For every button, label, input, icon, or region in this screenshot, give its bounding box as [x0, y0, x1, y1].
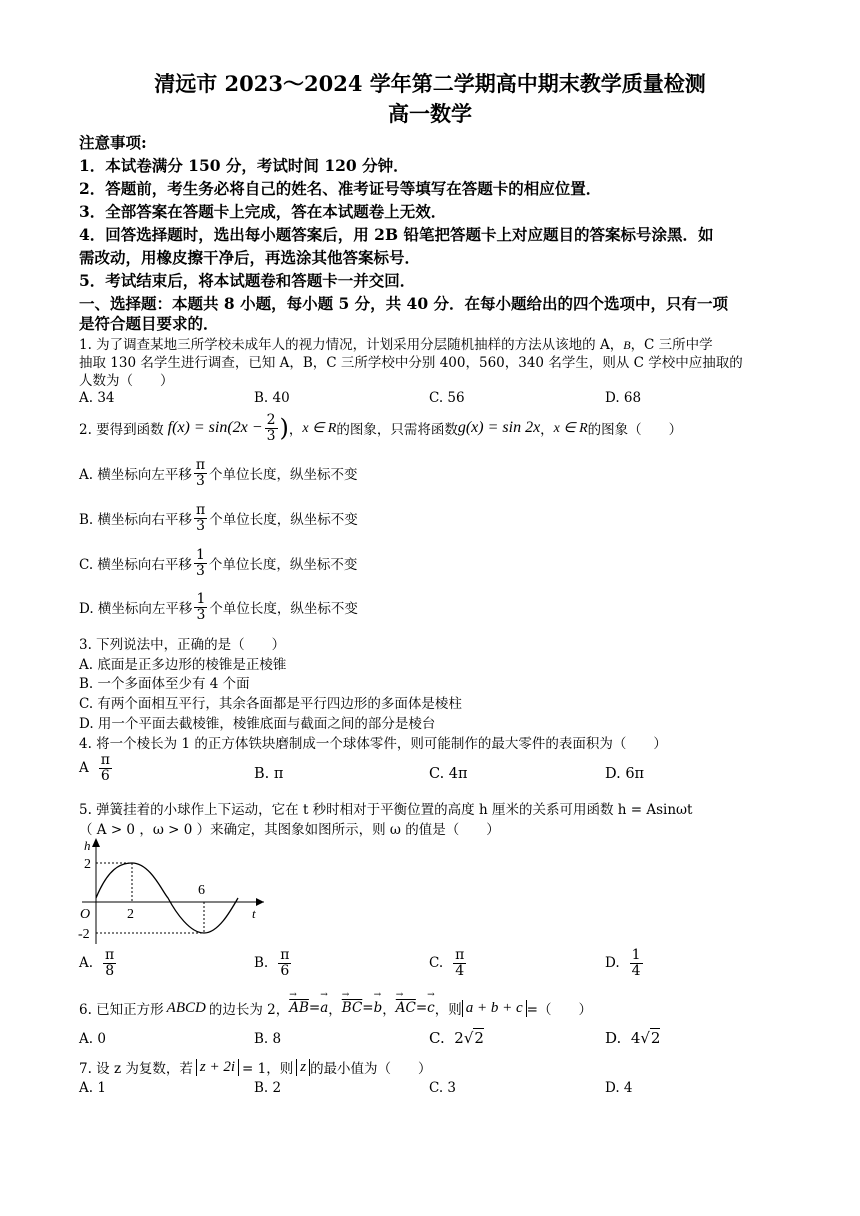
q6-text: 的边长为 2，	[208, 1002, 290, 1018]
option-label: B. 横坐标向右平移	[79, 512, 193, 529]
q2-option-d	[79, 592, 358, 622]
q3-stem: 3. 下列说法中，正确的是（ ）	[79, 637, 286, 653]
vector-ac: → $\overline{AC}$	[396, 1000, 416, 1016]
vector-a: → a	[320, 1000, 328, 1016]
notice-item: 2．答题前，考生务必将自己的姓名、准考证号等填写在答题卡的相应位置．	[79, 179, 602, 198]
vector-ab: → $\overline{AB}$	[289, 1000, 309, 1016]
q6-option-d: D. 4√2	[605, 1029, 661, 1047]
vector-bc: → $\overline{BC}$	[342, 1000, 363, 1016]
section-heading-cont: 是符合题目要求的．	[79, 314, 219, 333]
option-label: B.	[254, 955, 269, 972]
q4-stem: 4. 将一个棱长为 1 的正方体铁块磨制成一个球体零件，则可能制作的最大零件的表面积为（ ）	[79, 736, 667, 752]
q7-abs-cond: z + 2i	[196, 1059, 239, 1076]
q2-g: g(x) = sin 2x	[457, 419, 541, 436]
option-fraction	[103, 948, 116, 978]
exam-title: 清远市 2023～2024 学年第二学期高中期末教学质量检测	[154, 71, 706, 96]
notice-item: 4．回答选择题时，选出每小题答案后，用 2B 铅笔把答题卡上对应题目的答案标号涂黑．如	[79, 225, 714, 244]
option-tail: 个单位长度，纵坐标不变	[209, 601, 358, 618]
notice-heading: 注意事项:	[79, 133, 147, 152]
notice-item: 1．本试卷满分 150 分，考试时间 120 分钟．	[79, 156, 409, 175]
frac-den: 3	[196, 606, 206, 623]
q1-line: 抽取 130 名学生进行调查，已知 A，B，C 三所学校中分别 400，560，340 名学生，则从 C 学校中应抽取的	[79, 355, 743, 371]
option-tail: 个单位长度，纵坐标不变	[209, 467, 358, 484]
q1-text: ，C 三所中学	[630, 337, 713, 353]
option-tail: 个单位长度，纵坐标不变	[208, 557, 358, 574]
option-fraction	[278, 948, 291, 978]
frac-den: 4	[455, 962, 465, 979]
h-label: h	[84, 838, 91, 853]
q2-domain: x ∈ R	[302, 420, 337, 436]
x-6-label: 6	[198, 883, 205, 898]
t-axis-arrow	[256, 898, 264, 906]
option-label: C. 横坐标向右平移	[79, 557, 192, 574]
section-heading: 一、选择题：本题共 8 小题，每小题 5 分，共 40 分．在每小题给出的四个选项中，只有一项	[79, 294, 729, 313]
q1-b: B	[623, 338, 631, 352]
q1-line: 人数为（ ）	[79, 373, 174, 389]
q3-option-b: B. 一个多面体至少有 4 个面	[79, 676, 250, 692]
q2-text: 的图象（ ）	[587, 422, 683, 438]
option-label: D.	[605, 1029, 622, 1047]
q4-option-a	[79, 753, 114, 783]
option-root: 2	[474, 1029, 484, 1047]
q6-text: 6. 已知正方形	[79, 1002, 164, 1018]
frac-num: 1	[196, 591, 206, 607]
q5-option-a	[79, 948, 118, 978]
q4-option-b: B. π	[254, 766, 284, 782]
option-fraction	[194, 458, 207, 488]
q1-line	[79, 333, 713, 353]
q2-option-c	[79, 548, 357, 578]
q5-option-d	[605, 948, 645, 978]
q6-abcd: ABCD	[166, 999, 206, 1016]
option-label: A	[79, 760, 89, 777]
option-label: A. 横坐标向左平移	[79, 467, 192, 484]
q3-option-c: C. 有两个面相互平行，其余各面都是平行四边形的多面体是棱柱	[79, 696, 462, 712]
q6-text: =（ ）	[526, 1002, 592, 1018]
q7-option-a: A. 1	[79, 1080, 106, 1096]
frac-den: 6	[280, 962, 290, 979]
q3-option-d: D. 用一个平面去截棱锥，棱锥底面与截面之间的部分是棱台	[79, 716, 436, 732]
sine-curve	[96, 863, 238, 933]
q7-option-c: C. 3	[429, 1080, 457, 1096]
frac-den: 3	[196, 517, 206, 534]
option-label: C.	[429, 1029, 445, 1047]
notice-item: 5．考试结束后，将本试题卷和答题卡一并交回．	[79, 271, 416, 290]
option-label: A.	[79, 955, 94, 972]
frac-den: 8	[105, 962, 115, 979]
q6-text: ，则	[434, 1002, 462, 1018]
q2-stem: 2. 要得到函数 f(x) = sin(2x − $\frac{2}{3}$ ) ， x ∈ R 的图象，只需将函数 g(x) = sin 2x ， x ∈ R 的图象（ ）	[79, 411, 683, 444]
frac-den: 3	[195, 472, 205, 489]
frac-num: π	[280, 947, 290, 963]
q7-text: 7. 设 z 为复数，若	[79, 1061, 193, 1077]
option-coef: 4	[630, 1029, 641, 1047]
q1-option-b: B. 40	[254, 390, 290, 406]
q2-text: 的图象，只需将函数	[336, 422, 458, 438]
frac-num: π	[455, 947, 465, 963]
option-fraction	[194, 592, 207, 622]
origin-label: O	[80, 907, 91, 922]
option-label: D. 横坐标向左平移	[79, 601, 193, 618]
q5-option-c	[429, 948, 468, 978]
q7-abs-z: z	[296, 1059, 310, 1076]
q1-option-d: D. 68	[605, 390, 642, 406]
frac-num: π	[195, 457, 206, 473]
q7-stem	[79, 1057, 432, 1077]
q5-line: 5. 弹簧挂着的小球作上下运动，它在 t 秒时相对于平衡位置的高度 h 厘米的关系可用函数 h = Asinωt	[79, 802, 693, 818]
y-bottom-label: -2	[78, 927, 90, 942]
option-root: 2	[650, 1029, 661, 1047]
q2-f: f(x) = sin(2x −	[167, 419, 263, 436]
q6-abs-expr: a + b + c	[462, 1000, 527, 1017]
option-label: C.	[429, 955, 444, 972]
q2-fraction	[265, 413, 278, 443]
q4-option-d: D. 6π	[605, 766, 645, 782]
q5-option-b	[254, 948, 293, 978]
q6-option-b: B. 8	[254, 1031, 282, 1047]
q2-frac-num: 2	[266, 411, 276, 428]
option-fraction	[194, 548, 207, 578]
frac-num: π	[105, 947, 115, 963]
q2-text: 2. 要得到函数	[79, 422, 164, 438]
frac-num: π	[196, 502, 206, 518]
q1-option-a: A. 34	[79, 390, 115, 406]
notice-item: 需改动，用橡皮擦干净后，再选涂其他答案标号．	[79, 248, 421, 267]
q7-text: 的最小值为（ ）	[310, 1061, 432, 1077]
option-coef: 2	[454, 1029, 464, 1047]
frac-den: 4	[631, 962, 641, 979]
q3-option-a: A. 底面是正多边形的棱锥是正棱锥	[79, 657, 287, 673]
y-top-label: 2	[84, 857, 91, 872]
frac-den: 6	[100, 767, 110, 784]
exam-subject: 高一数学	[388, 101, 472, 126]
q2-option-b	[79, 503, 358, 533]
q7-option-d: D. 4	[605, 1080, 633, 1096]
frac-den: 3	[195, 562, 205, 579]
vector-b: → b	[374, 1000, 383, 1016]
q2-frac-den: 3	[266, 427, 276, 444]
q1-option-c: C. 56	[429, 390, 465, 406]
x-2-label: 2	[127, 907, 134, 922]
vector-c: → c	[427, 1000, 435, 1016]
q2-paren: )	[279, 414, 289, 442]
q2-option-a	[79, 458, 358, 488]
frac-num: 1	[631, 947, 641, 963]
q7-option-b: B. 2	[254, 1080, 282, 1096]
q6-option-c: C. 2√2	[429, 1029, 484, 1047]
q2-domain: x ∈ R	[553, 420, 588, 436]
h-axis-arrow	[92, 838, 100, 847]
q5-line: （ A > 0 ，ω > 0 ）来确定，其图象如图所示，则 ω 的值是（ ）	[79, 822, 500, 838]
option-fraction	[630, 948, 643, 978]
frac-num: 1	[195, 547, 205, 563]
option-fraction	[99, 753, 112, 783]
option-fraction	[453, 948, 466, 978]
q4-option-c: C. 4π	[429, 766, 468, 782]
q6-stem: 6. 已知正方形 ABCD 的边长为 2， → $\overline{AB}$ = → a ， → $\overline{BC}$ = → b ， → $\overline{AC}$ = → c ，则 a + b + c =（ ）	[79, 998, 592, 1018]
t-label: t	[252, 906, 256, 921]
q1-text: 1. 为了调查某地三所学校未成年人的视力情况，计划采用分层随机抽样的方法从该地的 A，	[79, 337, 624, 353]
q6-option-a: A. 0	[79, 1031, 106, 1047]
option-fraction	[194, 503, 207, 533]
frac-num: π	[100, 752, 110, 768]
q5-graph	[76, 836, 266, 948]
q7-text: = 1，则	[242, 1061, 294, 1077]
option-label: D.	[605, 955, 620, 972]
option-tail: 个单位长度，纵坐标不变	[209, 512, 358, 529]
notice-item: 3．全部答案在答题卡上完成，答在本试题卷上无效．	[79, 202, 447, 221]
